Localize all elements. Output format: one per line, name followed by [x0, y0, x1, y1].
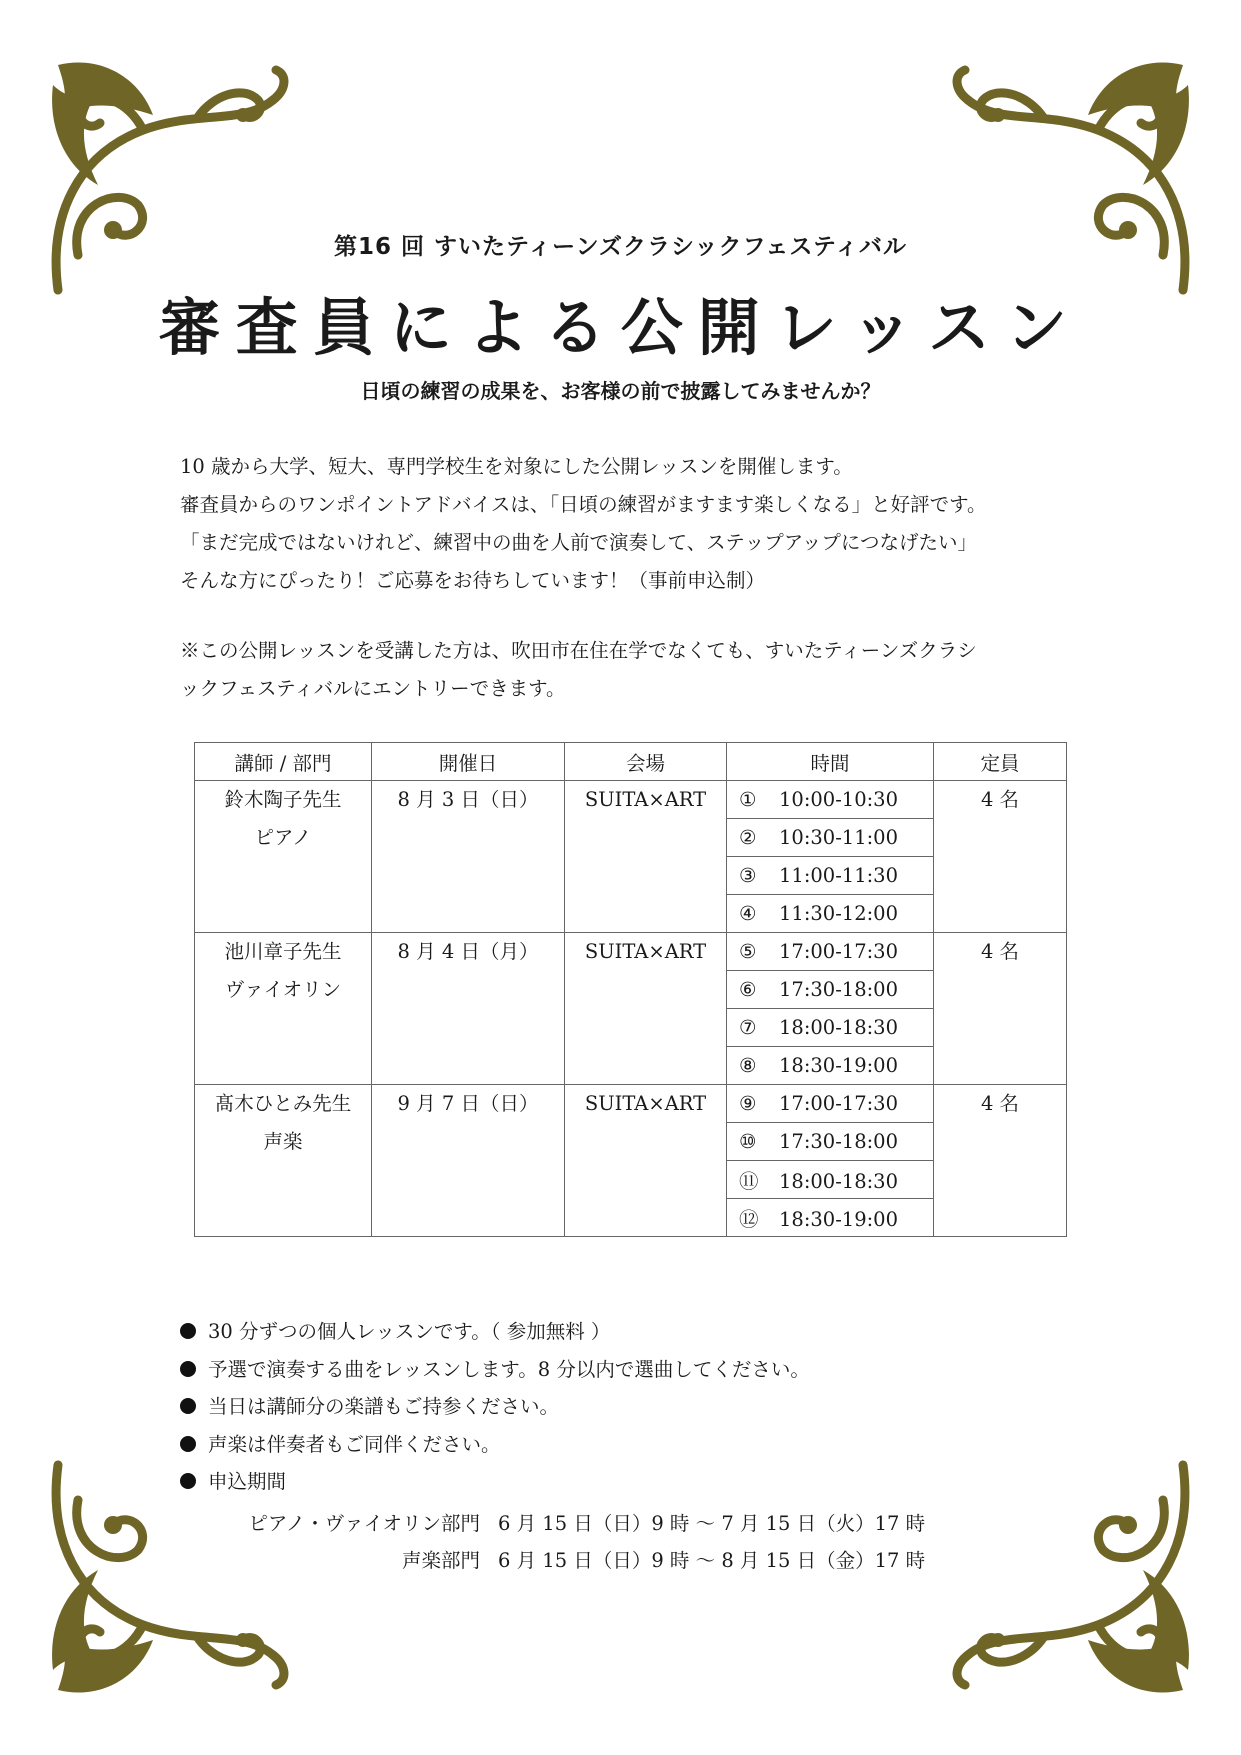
slot-time: 17:30-18:00: [779, 978, 898, 1001]
list-item: [180, 1426, 810, 1464]
list-item: [180, 1351, 810, 1389]
venue-cell: SUITA×ART: [565, 781, 727, 933]
period-label: 声楽部門: [401, 1549, 480, 1572]
bullet-icon: [180, 1473, 196, 1489]
flourish-icon: [38, 45, 298, 305]
intro-line: 審査員からのワンポイントアドバイスは、「日頃の練習がますます楽しくなる」と好評です。: [180, 493, 987, 516]
venue-cell: SUITA×ART: [565, 933, 727, 1085]
slot-number: ⑤: [739, 940, 757, 963]
table-row: [195, 781, 1067, 819]
table-header-row: [195, 743, 1067, 781]
entry-note: [180, 632, 1080, 708]
list-item: [180, 1388, 810, 1426]
slot-time: 11:00-11:30: [779, 864, 898, 887]
department: 声楽: [263, 1130, 303, 1153]
time-slot: [727, 1085, 934, 1123]
intro-line: そんな方にぴったり！ご応募をお待ちしています！（事前申込制）: [180, 569, 766, 592]
bullet-icon: [180, 1323, 196, 1339]
date-cell: 8 月 3 日（日）: [372, 781, 565, 933]
note-line: ※この公開レッスンを受講した方は、吹田市在住在学でなくても、すいたティーンズクラシ: [180, 639, 977, 662]
bullet-text: 予選で演奏する曲をレッスンします。8 分以内で選曲してください。: [208, 1357, 810, 1381]
header-time: 時間: [727, 743, 934, 781]
corner-ornament-top-left: [38, 45, 298, 305]
time-slot: [727, 895, 934, 933]
slot-time: 17:00-17:30: [779, 1092, 898, 1115]
slot-number: ⑪: [739, 1169, 759, 1193]
time-slot: [727, 971, 934, 1009]
capacity-cell: 4 名: [934, 1085, 1067, 1237]
time-slot: [727, 1047, 934, 1085]
slot-number: ④: [739, 902, 757, 925]
page-title: 審査員による公開レッスン: [158, 291, 1083, 364]
header-venue: 会場: [565, 743, 727, 781]
slot-time: 18:30-19:00: [779, 1207, 898, 1231]
bullet-text: 声楽は伴奏者もご同伴ください。: [208, 1432, 501, 1456]
bullet-text: 当日は講師分の楽譜もご持参ください。: [208, 1395, 560, 1418]
date-cell: 8 月 4 日（月）: [372, 933, 565, 1085]
application-period-vocal: [200, 1545, 925, 1573]
corner-ornament-top-right: [943, 45, 1203, 305]
application-period-piano-violin: [200, 1508, 925, 1536]
slot-number: ⑫: [739, 1207, 759, 1231]
header-date: 開催日: [372, 743, 565, 781]
teacher-cell: [195, 781, 372, 933]
slot-time: 18:30-19:00: [779, 1054, 898, 1077]
capacity-cell: 4 名: [934, 933, 1067, 1085]
slot-number: ⑧: [739, 1054, 757, 1077]
time-slot: [727, 933, 934, 971]
slot-time: 17:30-18:00: [779, 1130, 898, 1153]
slot-number: ③: [739, 864, 757, 887]
festival-subtitle: 第16 回 すいたティーンズクラシックフェスティバル: [333, 234, 908, 260]
slot-number: ⑨: [739, 1092, 757, 1115]
date-cell: 9 月 7 日（日）: [372, 1085, 565, 1237]
period-label: ピアノ・ヴァイオリン部門: [248, 1512, 480, 1535]
list-item: [180, 1463, 810, 1501]
header-capacity: 定員: [934, 743, 1067, 781]
teacher-name: 鈴木陶子先生: [224, 788, 342, 811]
info-bullet-list: [180, 1313, 810, 1501]
time-slot: [727, 1199, 934, 1237]
flourish-icon: [943, 1450, 1203, 1710]
slot-time: 18:00-18:30: [779, 1016, 898, 1039]
time-slot: [727, 1123, 934, 1161]
intro-line: 「まだ完成ではないけれど、練習中の曲を人前で演奏して、ステップアップにつなげたい」: [180, 531, 977, 554]
slot-number: ②: [739, 826, 757, 849]
department: ヴァイオリン: [224, 978, 342, 1001]
slot-number: ⑩: [739, 1130, 757, 1153]
note-line: ックフェスティバルにエントリーできます。: [180, 677, 566, 700]
time-slot: [727, 781, 934, 819]
slot-time: 11:30-12:00: [779, 902, 898, 925]
bullet-icon: [180, 1436, 196, 1452]
capacity-cell: 4 名: [934, 781, 1067, 933]
intro-line: 10 歳から大学、短大、専門学校生を対象にした公開レッスンを開催します。: [180, 455, 853, 478]
teacher-name: 髙木ひとみ先生: [214, 1092, 352, 1115]
header-teacher: 講師 / 部門: [195, 743, 372, 781]
lesson-schedule-table: [194, 742, 1067, 1237]
bullet-text: 申込期間: [208, 1470, 287, 1493]
slot-number: ①: [739, 788, 757, 811]
time-slot: [727, 819, 934, 857]
tagline: 日頃の練習の成果を、お客様の前で披露してみませんか？: [360, 379, 881, 403]
slot-time: 10:00-10:30: [779, 788, 898, 811]
bullet-text: 30 分ずつの個人レッスンです。（ 参加無料 ）: [208, 1320, 611, 1343]
teacher-cell: [195, 933, 372, 1085]
teacher-name: 池川章子先生: [224, 940, 342, 963]
time-slot: [727, 1009, 934, 1047]
flourish-icon: [943, 45, 1203, 305]
slot-number: ⑥: [739, 978, 757, 1001]
period-range: 6 月 15 日（日）9 時 〜 8 月 15 日（金）17 時: [498, 1549, 926, 1572]
bullet-icon: [180, 1361, 196, 1377]
slot-time: 17:00-17:30: [779, 940, 898, 963]
department: ピアノ: [254, 826, 312, 849]
list-item: [180, 1313, 810, 1351]
table-row: [195, 933, 1067, 971]
intro-text: [180, 448, 1080, 600]
slot-time: 10:30-11:00: [779, 826, 898, 849]
time-slot: [727, 857, 934, 895]
slot-time: 18:00-18:30: [779, 1169, 898, 1193]
time-slot: [727, 1161, 934, 1199]
table-row: [195, 1085, 1067, 1123]
corner-ornament-bottom-right: [943, 1450, 1203, 1710]
teacher-cell: [195, 1085, 372, 1237]
slot-number: ⑦: [739, 1016, 757, 1039]
bullet-icon: [180, 1398, 196, 1414]
period-range: 6 月 15 日（日）9 時 〜 7 月 15 日（火）17 時: [498, 1512, 926, 1535]
venue-cell: SUITA×ART: [565, 1085, 727, 1237]
